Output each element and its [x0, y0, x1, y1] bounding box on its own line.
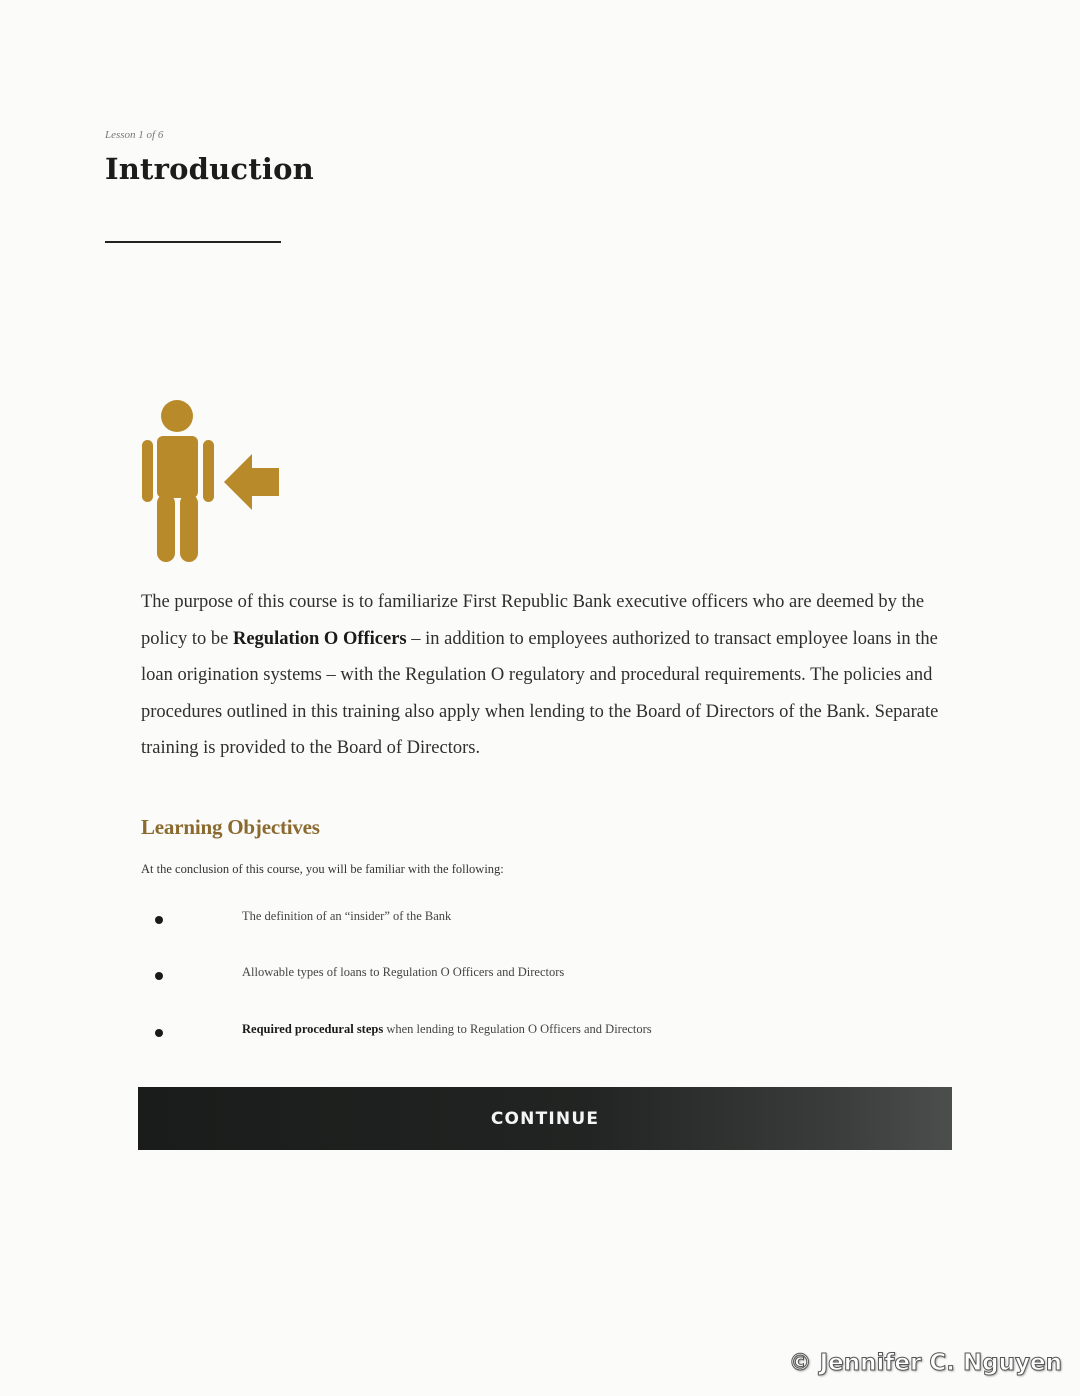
- objective-label: The definition of an “insider” of the Bank: [242, 909, 452, 923]
- objective-label: when lending to Regulation O Officers and Directors: [383, 1022, 652, 1036]
- watermark: © Jennifer C. Nguyen: [788, 1350, 1062, 1376]
- intro-paragraph: [141, 584, 951, 767]
- objective-item: [155, 965, 855, 988]
- objectives-intro: At the conclusion of this course, you will be familiar with the following:: [141, 862, 504, 876]
- continue-button[interactable]: CONTINUE: [138, 1087, 952, 1150]
- objective-text: [242, 1022, 652, 1037]
- objectives-heading: Learning Objectives: [141, 815, 320, 839]
- objective-bold: Required procedural steps: [242, 1022, 384, 1036]
- objective-item: [155, 1022, 855, 1045]
- title-divider: [105, 241, 281, 243]
- bullet-icon: [155, 1029, 163, 1037]
- objective-text: [242, 965, 564, 980]
- page-title: Introduction: [105, 152, 314, 186]
- intro-text-before: The purpose of this course is to familiarize First Republic Bank executive officers who are deemed by the policy to be: [141, 592, 925, 649]
- intro-text-after: – in addition to employees authorized to transact employee loans in the loan origination systems – with the Regulation O regulatory and procedural requirements. The policies and procedures outlined in this training also apply when lending to the Board of Directors of the Bank. Separate training is provided to the Board of Directors.: [141, 628, 939, 759]
- intro-bold-term: Regulation O Officers: [232, 628, 407, 649]
- objective-text: [242, 909, 451, 924]
- lesson-counter: Lesson 1 of 6: [105, 129, 164, 141]
- objective-label: Allowable types of loans to Regulation O Officers and Directors: [242, 965, 565, 979]
- bullet-icon: [155, 916, 163, 924]
- objective-item: [155, 909, 855, 932]
- bullet-icon: [155, 972, 163, 980]
- person-arrow-icon: [138, 398, 284, 564]
